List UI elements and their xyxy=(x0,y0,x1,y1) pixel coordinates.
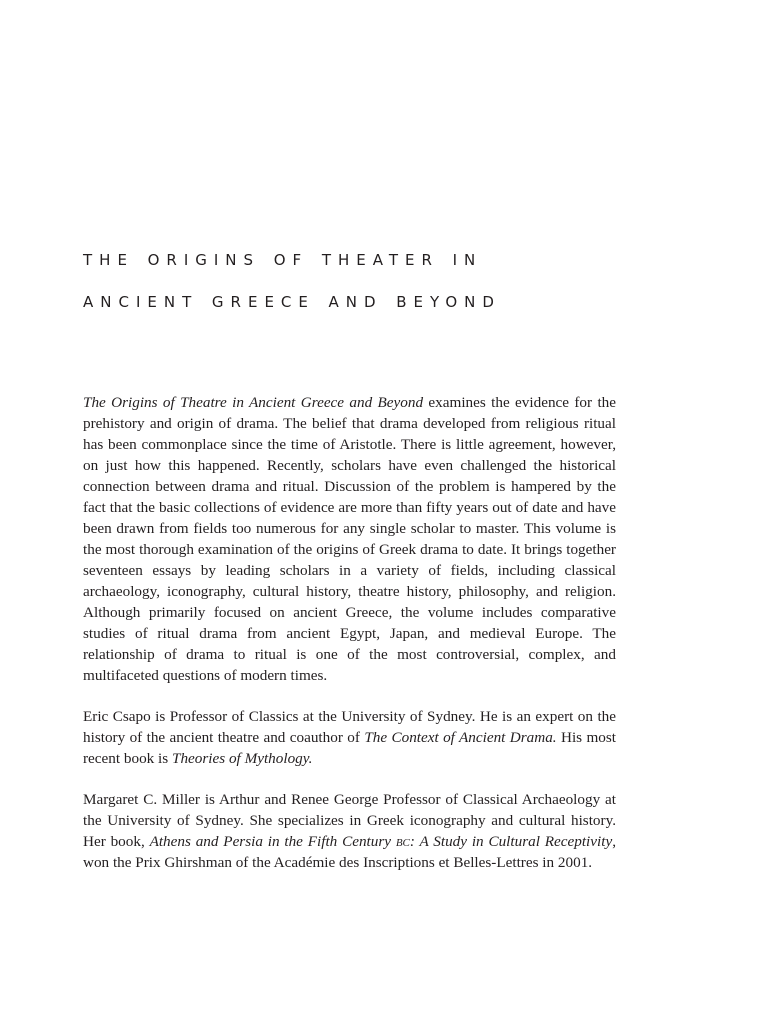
csapo-book-1: The Context of Ancient Drama. xyxy=(364,729,557,746)
miller-book-part-2: : A Study in Cultural Receptivity xyxy=(409,833,613,850)
miller-book-title xyxy=(150,833,613,850)
miller-bio-text-1: Margaret C. Miller is Arthur and Renee George Professor of Classical Archaeology at the University of Sydney. She specializes in Greek iconography and cultural history. Her book, xyxy=(83,791,616,850)
author-bio-miller xyxy=(83,789,616,873)
author-bio-csapo xyxy=(83,706,616,769)
csapo-bio-text-2: His most recent book is xyxy=(83,729,617,767)
miller-book-part-1: Athens and Persia in the Fifth Century xyxy=(149,833,396,850)
book-description-paragraph xyxy=(83,392,616,686)
csapo-bio-text-1: Eric Csapo is Professor of Classics at the University of Sydney. He is an expert on the history of the ancient theatre and coauthor of xyxy=(83,708,616,746)
book-title-italic: The Origins of Theatre in Ancient Greece and Beyond xyxy=(83,394,424,411)
title-line-1: the origins of theater in xyxy=(83,246,483,270)
description-text: examines the evidence for the prehistory and origin of drama. The belief that drama developed from religious ritual has been commonplace since the time of Aristotle. There is little agreement, however, on just how this happened. Recently, scholars have even challenged the historical connection between drama and ritual. Discussion of the problem is hampered by the fact that the basic collections of evidence are more than fifty years out of date and have been drawn from fields too numerous for any single scholar to master. This volume is the most thorough examination of the origins of Greek drama to date. It brings together seventeen essays by leading scholars in a variety of fields, including classical archaeology, iconography, cultural history, theatre history, philosophy, and religion. Although primarily focused on ancient Greece, the volume includes comparative studies of ritual drama from ancient Egypt, Japan, and medieval Europe. The relationship of drama to ritual is one of the most controversial, complex, and multifaceted questions of modern times. xyxy=(83,394,616,684)
book-title-heading xyxy=(83,237,643,321)
miller-book-era: bc xyxy=(395,833,410,850)
body-text xyxy=(83,392,616,893)
title-line-2: ancient greece and beyond xyxy=(83,288,501,312)
csapo-book-2: Theories of Mythology. xyxy=(172,750,313,767)
miller-bio-text-2: , won the Prix Ghirshman of the Académie des Inscriptions et Belles-Lettres in 2001. xyxy=(83,833,616,871)
